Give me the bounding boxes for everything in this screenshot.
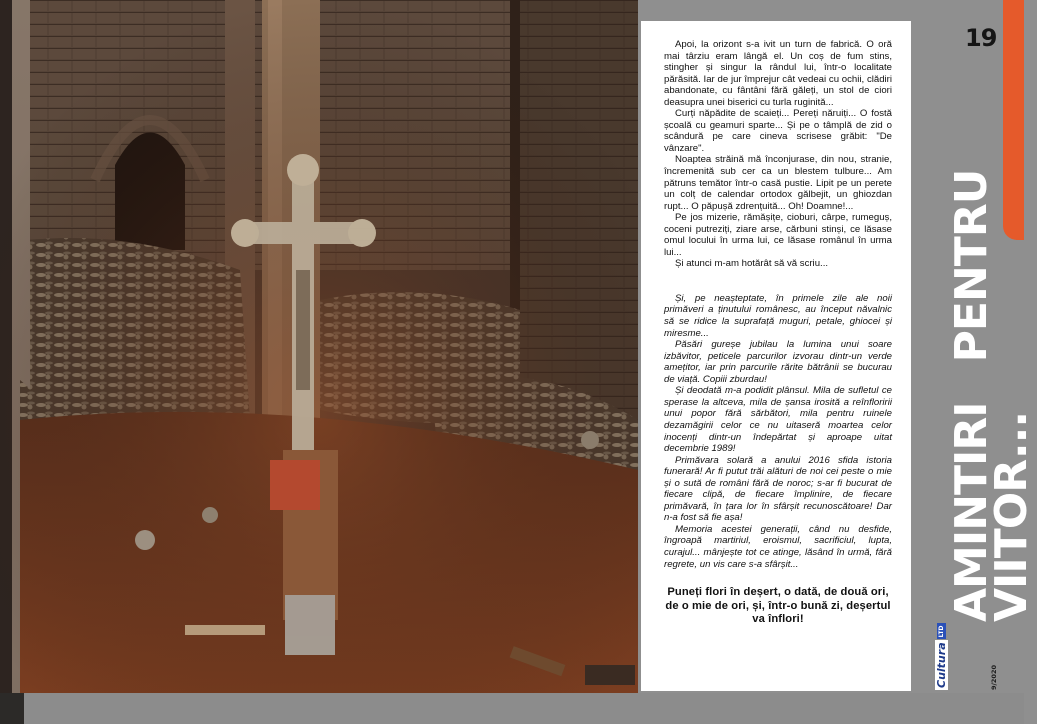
logo-word: Cultura [935,642,948,688]
issue-label: 9/2020 [990,665,998,690]
italic-paragraph: Primăvara solară a anului 2016 sfida istoria funerară! Ar fi putut trăi alături de noi cei peste o mie și o sută de români fără de noroc; s-ar fi bucurat de fiecare clipă, de fiecare împlinire, de fiecare primăvară, în țara lor în sfârșit recunoscătoare! Dar n-a fost să fie așa! [664,454,892,524]
bottom-left-shadow [0,693,24,724]
title-word-pentru: PENTRU [946,169,997,363]
article-body [664,39,892,270]
logo-tag: LTD [938,625,945,638]
paragraph: Și atunci m-am hotărât să vă scriu... [675,258,829,270]
italic-paragraph: Și deodată m-a podidit plânsul. Mila de sufletul ce sperase la altceva, mila de șansa irosită a reînfloririi unui popor fără sărbători, mila pentru ruinele dezamăgirii celor ce nu uitaseră moartea celor inocenți dintr-un îndepărtat și aproape uitat decembrie 1989! [664,385,892,455]
article-text-panel [641,21,911,691]
title-word-viitor: VIITOR... [986,411,1037,622]
paragraph: Noaptea străină mă înconjurase, din nou, stranie, încremenită sub cer ca un blestem tulbure... Am pătruns temător într-o casă pustie. Lipit pe un perete un colț de calendar ortodox gălbejit, un ghiozdan rupt... O păpușă zdrențuită... Oh! Doamne!... [664,154,892,212]
bottom-gray-strip [0,693,1024,724]
italic-paragraph: Păsări gureșe jubilau la lumina unui soare izbăvitor, peticele parcurilor izvorau dintr-un verde amețitor, iar prin parcurile rărite bătrânii se bucurau de viață. Copiii zburdau! [664,339,892,385]
paragraph: Curți năpădite de scaieți... Pereți năruiți... O fostă școală cu geamuri sparte... Și pe o tâmplă de zid o scândură pe care cineva scrisese grăbit: "De vânzare". [664,108,892,154]
closing-statement: Puneți flori în deșert, o dată, de două ori, de o mie de ori, și, într-o bună zi, deșertul va înflori! [665,586,891,626]
italic-paragraph: Memoria acestei generații, când nu desfide, îngroapă martiriul, eroismul, sacrificiul, lupta, curajul... mânjește tot ce atinge, lăsând în urmă, fără regrete, un vis care s-a sfârșit... [664,523,892,570]
title-word-amintiri: AMINTIRI [946,402,997,622]
paragraph: Apoi, la orizont s-a ivit un turn de fabrică. O oră mai târziu eram lângă el. Un coș de fum stins, stingher și singur la rândul lui, într-o localitate părăsită. Iar de jur împrejur cât vedeai cu ochii, clădiri abandonate, cu fântâni fără gălеți, un stol de ciori deasupra unei biserici cu turla ruginită... [664,39,892,108]
magazine-logo [935,620,961,690]
page-number: 19 [965,24,997,52]
italic-paragraph: Și, pe neașteptate, în primele zile ale noii primăveri a ținutului românesc, au început năvalnic să se ridice la suprafață muguri, petale, ghiocei și miresme... [664,292,892,339]
paragraph: Pe jos mizerie, rămășițe, cioburi, cârpe, rumeguș, coceni putreziți, ziare arse, cărbuni stinși, ce lăsase omul locului în urma lui, ce lăsase românul în urma lui... [664,212,892,258]
article-italic-section [664,293,892,570]
